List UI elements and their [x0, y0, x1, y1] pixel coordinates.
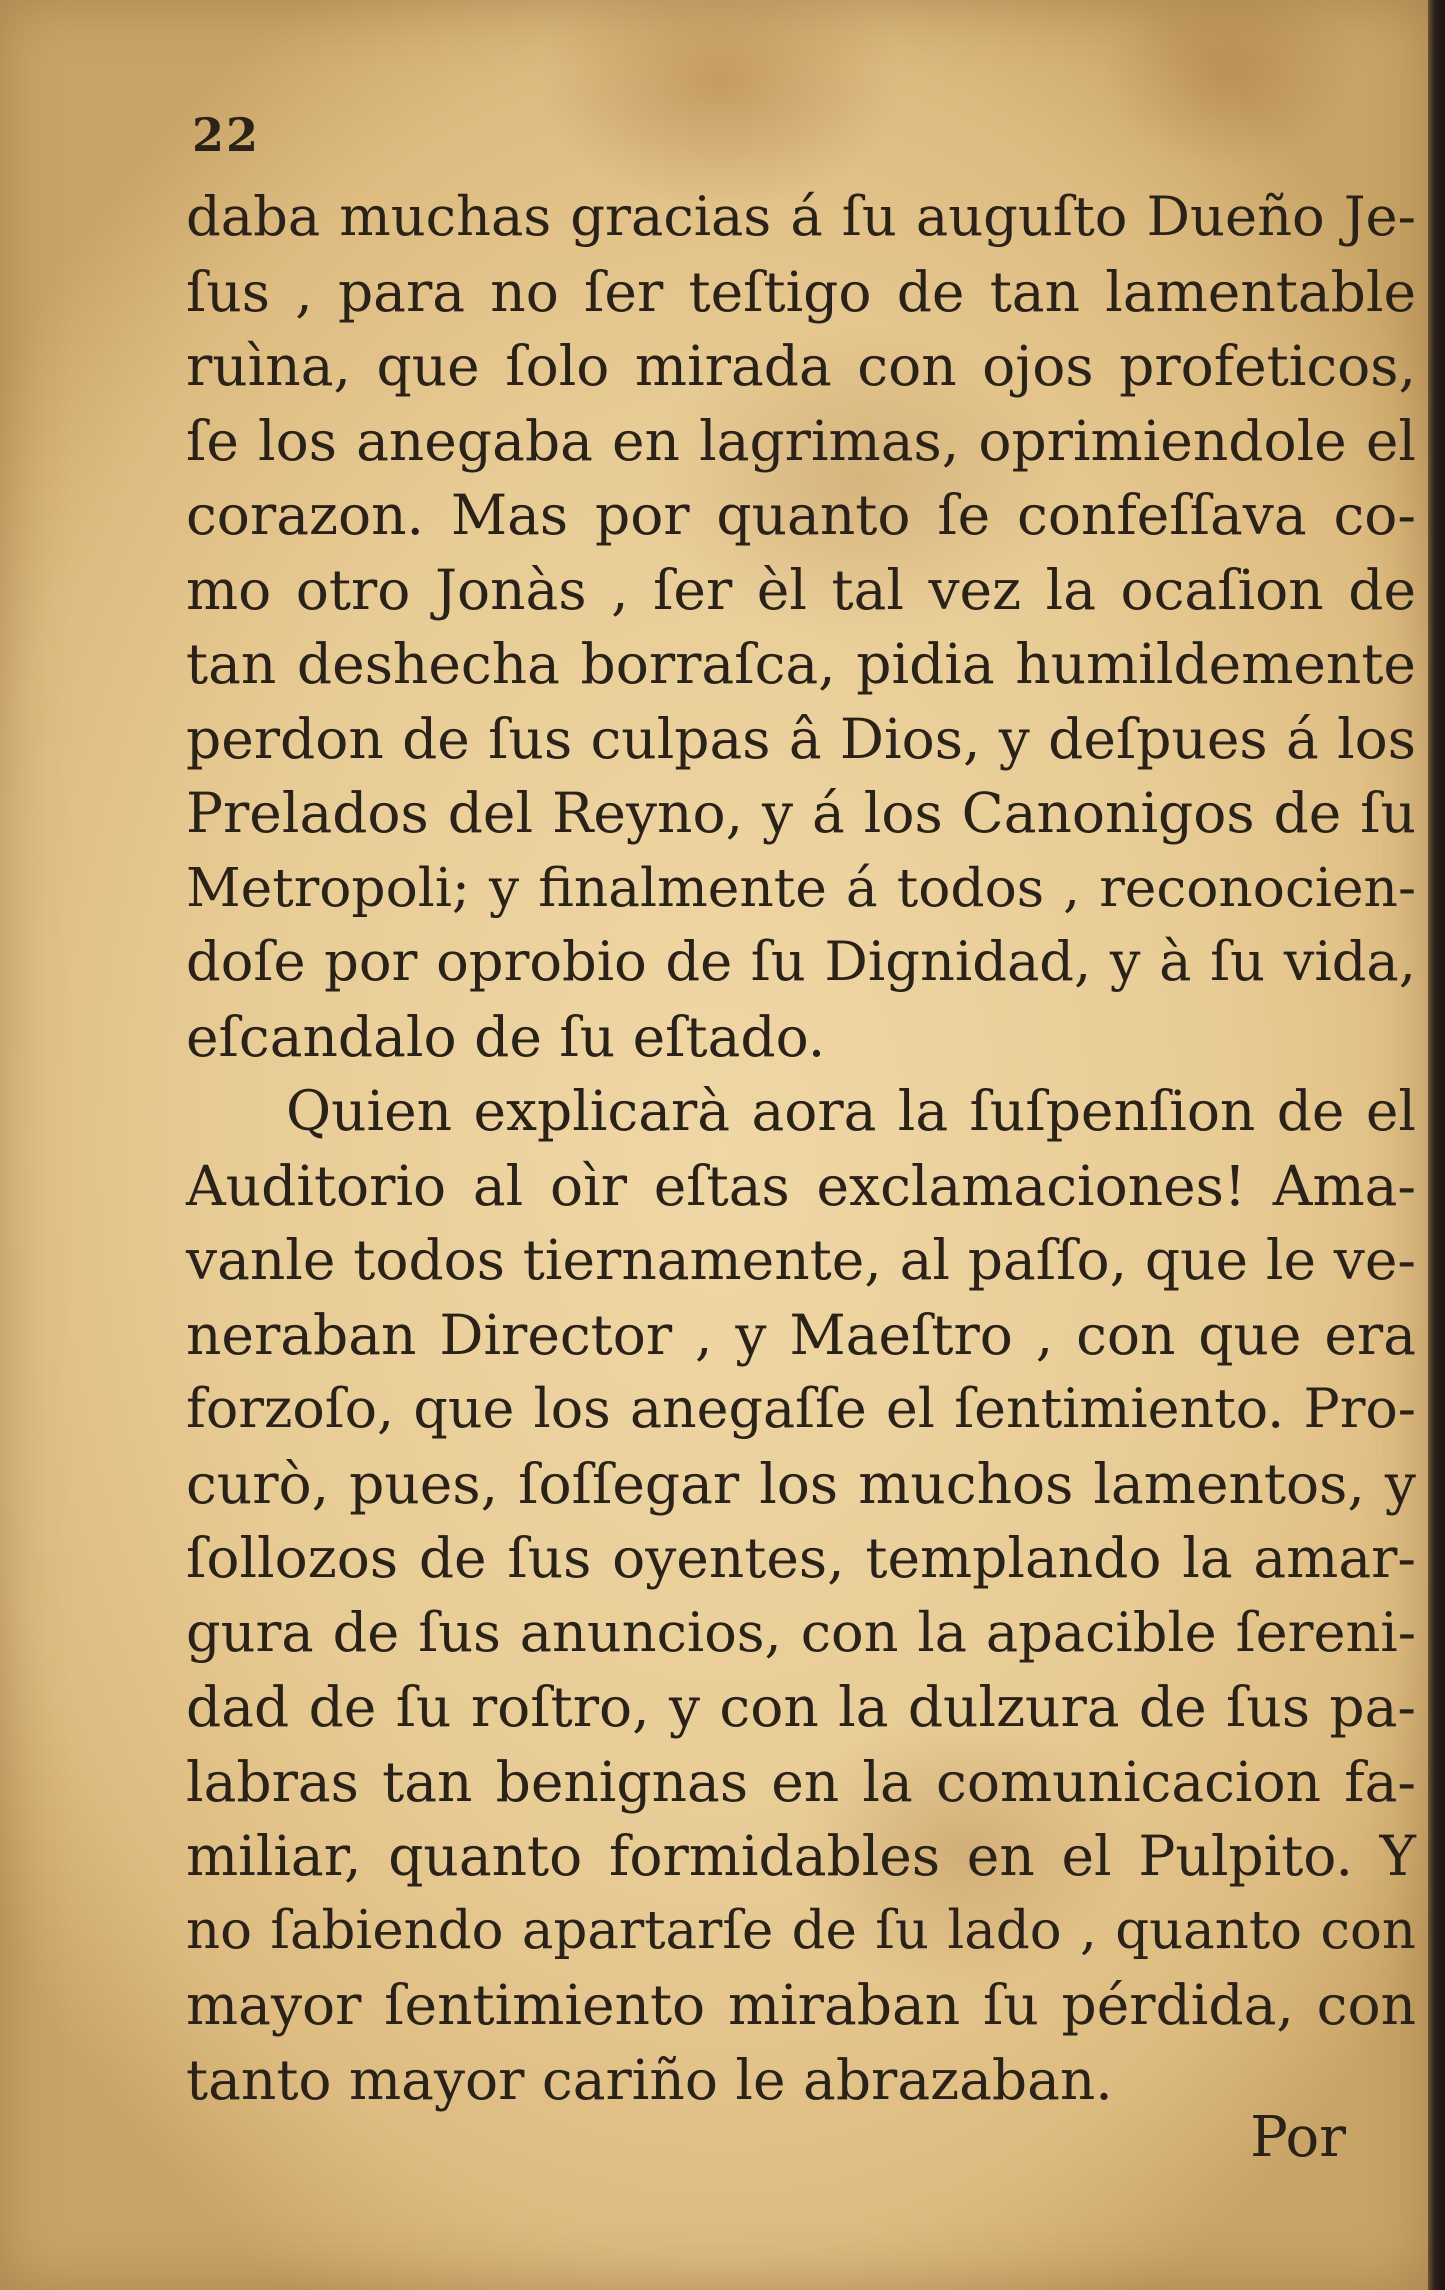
text-line: mayor ſentimiento miraban ſu pérdida, con	[186, 1973, 1416, 2037]
text-line: gura de ſus anuncios, con la apacible ſereni-	[186, 1600, 1416, 1664]
text-line: forzoſo, que los anegaſſe el ſentimiento. Pro-	[186, 1377, 1416, 1440]
text-line: tanto mayor cariño le abrazaban.	[186, 2047, 1113, 2112]
text-line: Prelados del Reyno, y á los Canonigos de ſu	[186, 781, 1416, 845]
text-line: daba muchas gracias á ſu auguſto Dueño Je-	[186, 185, 1416, 248]
text-line: vanle todos tiernamente, al paſſo, que le ve-	[186, 1228, 1416, 1292]
text-line: corazon. Mas por quanto ſe confeſſava co-	[186, 483, 1416, 547]
text-line: neraban Director , y Maeſtro , con que era	[186, 1302, 1416, 1367]
text-line: perdon de ſus culpas â Dios, y deſpues á los	[186, 706, 1416, 771]
text-line: dad de ſu roſtro, y con la dulzura de ſus pa-	[186, 1675, 1416, 1739]
text-line: miliar, quanto formidables en el Pulpito. Y	[186, 1824, 1416, 1888]
text-line: doſe por oprobio de ſu Dignidad, y à ſu vida,	[186, 930, 1416, 993]
text-line: ruìna, que ſolo mirada con ojos profeticos,	[186, 334, 1416, 398]
text-line: ſe los anegaba en lagrimas, oprimiendole el	[186, 408, 1416, 473]
text-line: Quien explicarà aora la ſuſpenſion de el	[286, 1079, 1416, 1143]
text-line: no ſabiendo apartarſe de ſu lado , quanto con	[186, 1899, 1416, 1961]
text-line: Auditorio al oìr eſtas exclamaciones! Ama-	[186, 1153, 1416, 1218]
text-line: ſus , para no ſer teſtigo de tan lamentable	[186, 259, 1416, 324]
page-number: 22	[192, 108, 261, 162]
text-line: curò, pues, ſoſſegar los muchos lamentos, y	[186, 1451, 1416, 1516]
text-line: ſollozos de ſus oyentes, templando la amar-	[186, 1526, 1416, 1590]
text-line: Metropoli; y finalmente á todos , reconocien-	[186, 855, 1416, 919]
book-spine-edge	[1428, 0, 1445, 2290]
body-text	[186, 180, 1416, 2117]
text-line: eſcandalo de ſu eſtado.	[186, 1004, 826, 1069]
text-line: labras tan benignas en la comunicacion fa-	[186, 1749, 1416, 1814]
catchword: Por	[1250, 2105, 1346, 2170]
text-line: tan deshecha borraſca, pidia humildemente	[186, 632, 1416, 696]
text-line: mo otro Jonàs , ſer èl tal vez la ocaſion de	[186, 557, 1416, 622]
